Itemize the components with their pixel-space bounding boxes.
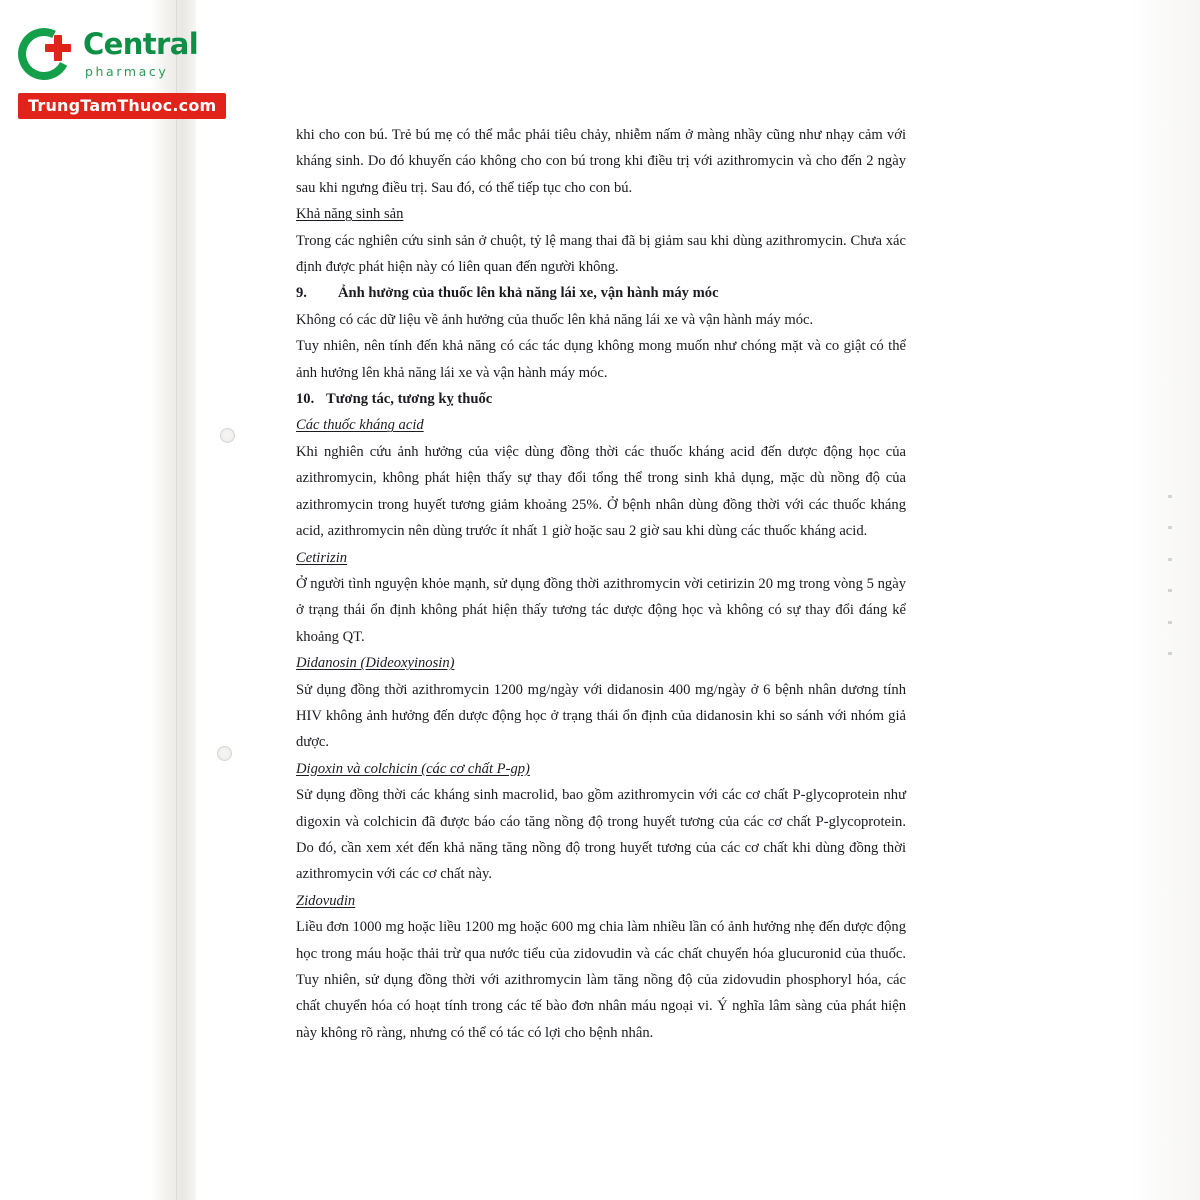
subsection-heading-text: Các thuốc kháng acid <box>296 417 424 434</box>
hole-punch-icon <box>217 746 232 761</box>
scan-margin-marks <box>1168 495 1172 655</box>
brand-logo-row <box>18 26 228 82</box>
paragraph: Khi nghiên cứu ảnh hưởng của việc dùng đồng thời các thuốc kháng acid đến dược động học của azithromycin, không phát hiện thấy sự thay đổi tổng thể trong sinh khả dụng, mặc dù nồng độ của azithromycin trong huyết tương giảm khoảng 25%. Ở bệnh nhân dùng đồng thời với các thuốc kháng acid, azithromycin nên dùng trước ít nhất 1 giờ hoặc sau 2 giờ sau khi dùng các thuốc kháng acid. <box>296 443 906 540</box>
section-number: 10. <box>296 391 315 408</box>
subsection-heading <box>296 650 906 676</box>
paragraph: Trong các nghiên cứu sinh sản ở chuột, tỷ lệ mang thai đã bị giảm sau khi dùng azithromycin. Chưa xác định được phát hiện này có liên quan đến người không. <box>296 232 906 276</box>
brand-tagline: pharmacy <box>85 63 169 79</box>
brand-name: Central <box>83 26 199 61</box>
brand-text <box>83 26 199 79</box>
paragraph: khi cho con bú. Trẻ bú mẹ có thể mắc phải tiêu chảy, nhiễm nấm ở màng nhầy cũng như nhạy cảm với kháng sinh. Do đó khuyến cáo không cho con bú trong khi điều trị với azithromycin và cho đến 2 ngày sau khi ngưng điều trị. Sau đó, có thể tiếp tục cho con bú. <box>296 127 906 196</box>
paragraph: Tuy nhiên, nên tính đến khả năng có các tác dụng không mong muốn như chóng mặt và co giật có thể ảnh hưởng lên khả năng lái xe và vận hành máy móc. <box>296 338 906 381</box>
brand-banner: TrungTamThuoc.com <box>18 93 226 119</box>
page-right-shadow <box>1130 0 1200 1200</box>
subsection-heading <box>296 756 906 782</box>
section-number: 9. <box>296 285 307 302</box>
page-edge-line <box>176 0 177 1200</box>
subsection-heading <box>296 888 906 914</box>
brand-watermark <box>18 26 228 119</box>
section-heading-text: Ảnh hưởng của thuốc lên khả năng lái xe, vận hành máy móc <box>338 285 719 302</box>
subsection-heading <box>296 545 906 571</box>
subsection-heading-text: Zidovudin <box>296 892 356 909</box>
subsection-heading-text: Didanosin (Dideoxyinosin) <box>296 655 455 672</box>
subsection-heading-text: Digoxin và colchicin (các cơ chất P-gp) <box>296 760 530 777</box>
numbered-section-heading <box>296 386 906 412</box>
section-heading-text: Tương tác, tương kỵ thuốc <box>326 391 493 408</box>
document-text-body <box>296 122 906 1046</box>
hole-punch-icon <box>220 428 235 443</box>
paragraph: Sử dụng đồng thời azithromycin 1200 mg/ngày với didanosin 400 mg/ngày ở 6 bệnh nhân dương tính HIV không ảnh hưởng đến dược động học ở trạng thái ổn định của didanosin khi so sánh với nhóm giả dược. <box>296 681 906 751</box>
paragraph: Sử dụng đồng thời các kháng sinh macrolid, bao gồm azithromycin với các cơ chất P-glycoprotein như digoxin và colchicin đã được báo cáo tăng nồng độ trong huyết tương của các cơ chất P-glycoprotein. Do đó, cần xem xét đến khả năng tăng nồng độ trong huyết tương của các cơ chất khi dùng đồng thời azithromycin với các cơ chất này. <box>296 787 906 883</box>
paragraph: Ở người tình nguyện khỏe mạnh, sử dụng đồng thời azithromycin vời cetirizin 20 mg trong vòng 5 ngày ở trạng thái ổn định không phát hiện thấy tương tác dược động học và không có sự thay đổi đáng kể khoảng QT. <box>296 575 906 645</box>
numbered-section-heading <box>296 280 906 306</box>
subsection-heading <box>296 412 906 438</box>
subsection-heading-text: Cetirizin <box>296 549 348 566</box>
paragraph: Liều đơn 1000 mg hoặc liều 1200 mg hoặc 600 mg chia làm nhiều lần có ảnh hưởng nhẹ đến dược động học trong máu hoặc thải trừ qua nước tiểu của zidovudin và các chất chuyển hóa glucuronid của thuốc. Tuy nhiên, sử dụng đồng thời với azithromycin làm tăng nồng độ của zidovudin phosphoryl hóa, các chất chuyển hóa có hoạt tính trong các tế bào đơn nhân máu ngoại vi. Ý nghĩa lâm sàng của phát hiện này không rõ ràng, nhưng có thể có tác có lợi cho bệnh nhân. <box>296 919 906 1041</box>
section-heading <box>296 201 906 227</box>
pharmacy-cross-logo-icon <box>18 26 74 82</box>
section-heading-text: Khả năng sinh sản <box>296 206 404 223</box>
page-spine-shadow <box>150 0 196 1200</box>
paragraph: Không có các dữ liệu về ảnh hưởng của thuốc lên khả năng lái xe và vận hành máy móc. <box>296 311 814 328</box>
